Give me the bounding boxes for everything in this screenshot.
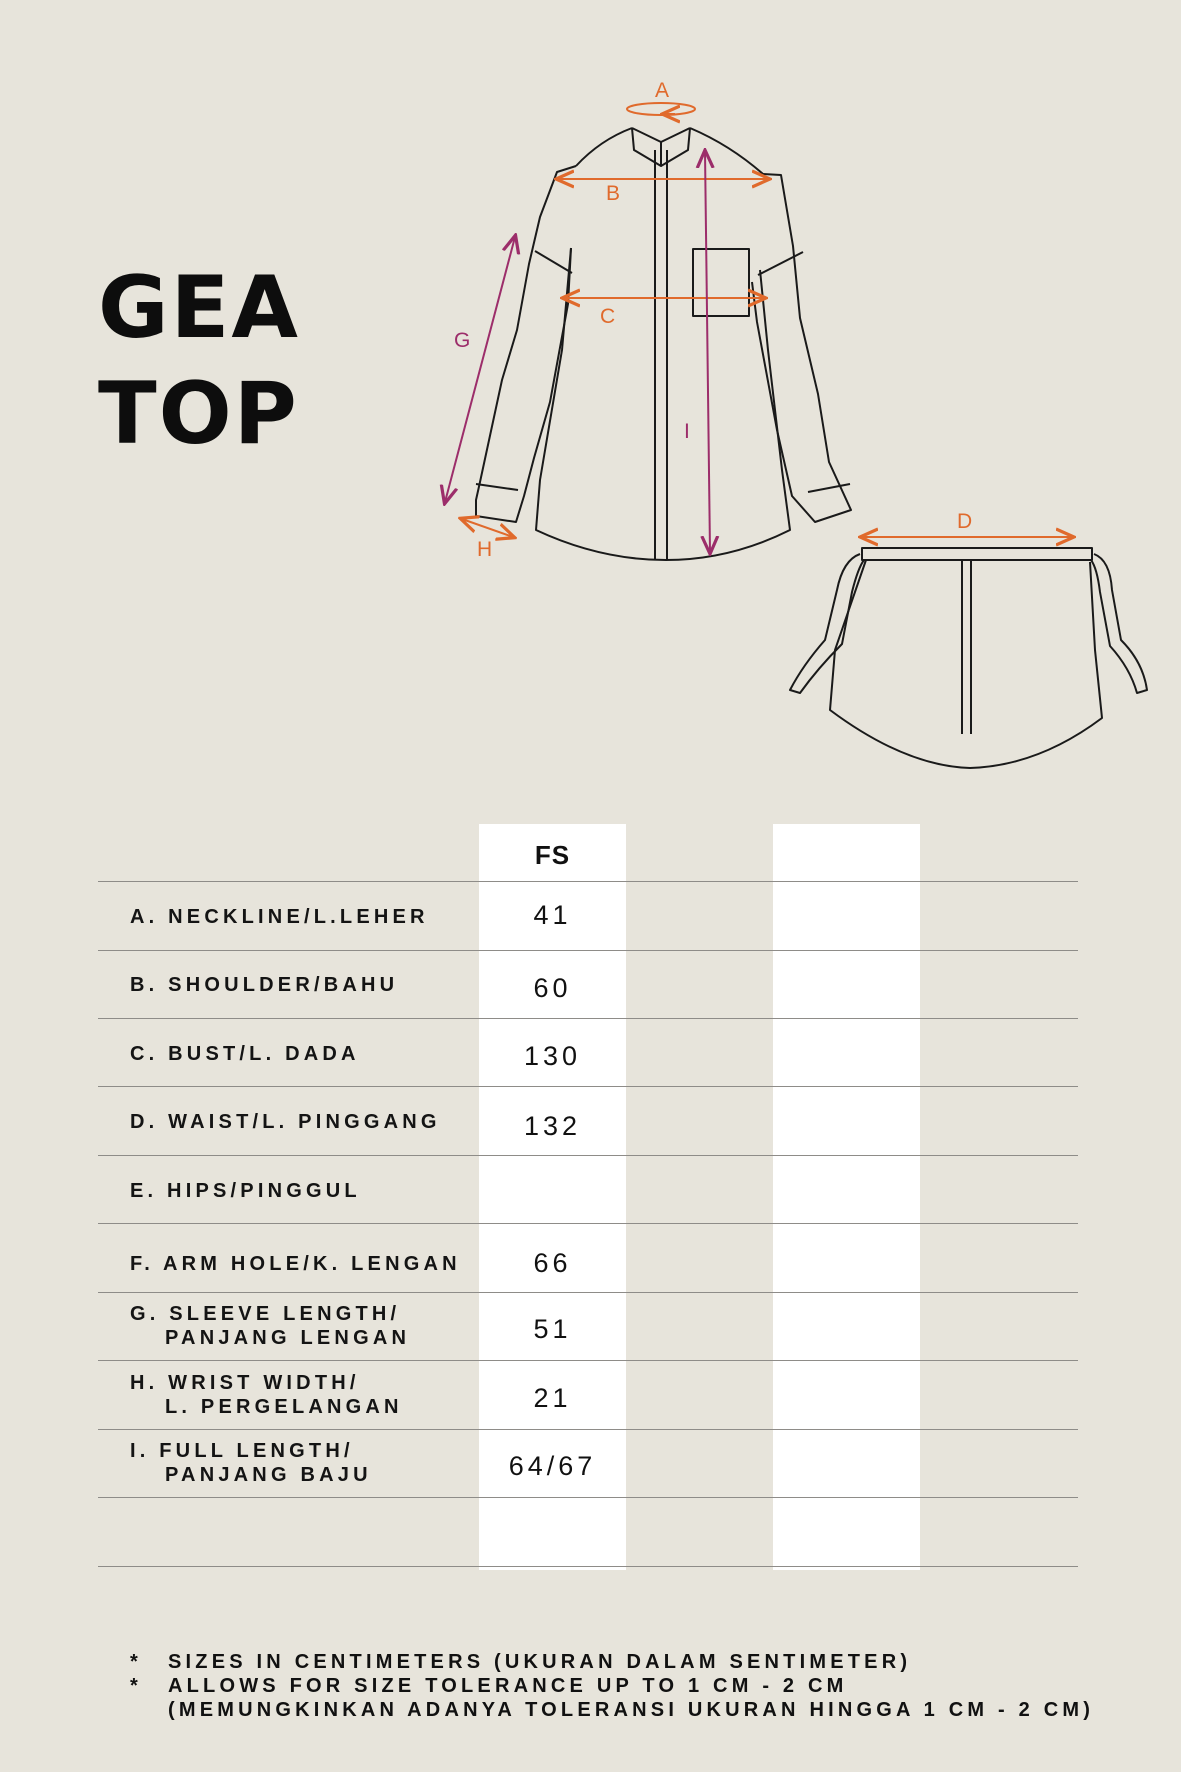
note-units: SIZES IN CENTIMETERS (UKURAN DALAM SENTIMETER) [168,1651,912,1673]
table-divider [98,1223,1078,1224]
title-line-1: GEA [98,258,300,358]
table-divider [98,1429,1078,1430]
row-label-line-2: PANJANG LENGAN [165,1327,411,1349]
table-divider [98,1566,1078,1567]
row-value-armhole: 66 [533,1248,572,1278]
row-label-line-1: I. FULL LENGTH/ [130,1440,354,1462]
title-line-2: TOP [98,364,299,464]
note-tolerance: ALLOWS FOR SIZE TOLERANCE UP TO 1 CM - 2 CM [168,1675,848,1697]
table-divider [98,1155,1078,1156]
label-b: B [606,182,621,205]
row-label-neckline: A. NECKLINE/L.LEHER [130,906,429,928]
label-a: A [655,79,670,102]
row-label-wrist-width [130,1371,403,1419]
garment-diagram [0,0,1181,790]
row-label-armhole: F. ARM HOLE/K. LENGAN [130,1253,461,1275]
note-bullet: * [130,1651,142,1673]
row-label-line-1: G. SLEEVE LENGTH/ [130,1303,401,1325]
table-divider [98,1018,1078,1019]
row-label-line-1: H. WRIST WIDTH/ [130,1372,360,1394]
back-drawing [790,548,1147,768]
row-label-bust: C. BUST/L. DADA [130,1043,360,1065]
row-label-sleeve-length [130,1302,410,1350]
row-value-bust: 130 [523,1041,582,1071]
table-divider [98,1497,1078,1498]
row-label-line-2: L. PERGELANGAN [165,1396,403,1418]
shirt-drawing [476,128,851,560]
row-value-full-length: 64/67 [508,1451,597,1481]
row-value-sleeve-length: 51 [533,1314,572,1344]
label-d: D [957,510,973,533]
label-h: H [477,538,493,561]
row-value-neckline: 41 [533,900,572,930]
size-notes [130,1650,1094,1722]
row-label-line-2: PANJANG BAJU [165,1464,372,1486]
table-divider [98,950,1078,951]
row-value-waist: 132 [523,1111,582,1141]
label-i: I [684,420,690,443]
size-column-empty [773,824,920,1570]
row-label-full-length [130,1439,372,1487]
label-g: G [454,329,471,352]
table-divider [98,1086,1078,1087]
table-divider [98,1360,1078,1361]
label-c: C [600,305,616,328]
table-divider [98,1292,1078,1293]
size-header-fs: FS [534,840,571,870]
row-label-shoulder: B. SHOULDER/BAHU [130,974,399,996]
row-value-wrist-width: 21 [533,1383,572,1413]
row-label-waist: D. WAIST/L. PINGGANG [130,1111,441,1133]
row-label-hips: E. HIPS/PINGGUL [130,1180,361,1202]
note-tolerance-translation: (MEMUNGKINKAN ADANYA TOLERANSI UKURAN HINGGA 1 CM - 2 CM) [168,1699,1095,1721]
note-bullet: * [130,1675,142,1697]
row-value-shoulder: 60 [533,973,572,1003]
table-divider [98,881,1078,882]
